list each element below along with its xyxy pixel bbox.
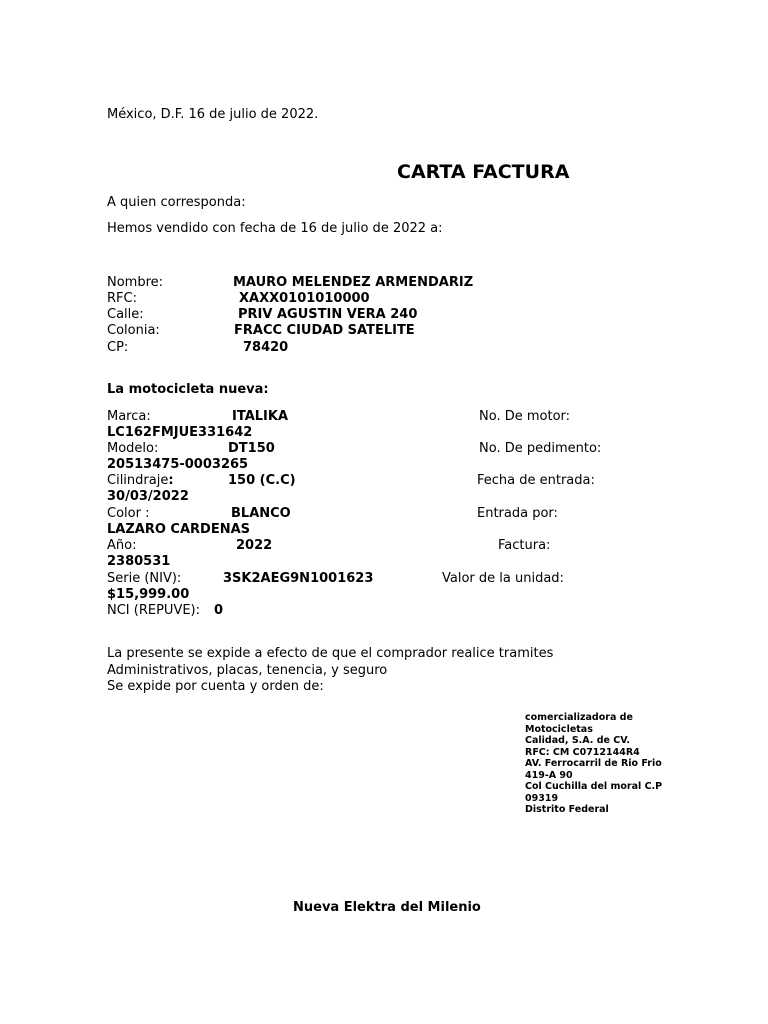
rfc-label: RFC: <box>107 291 137 306</box>
pedimento-label: No. De pedimento: <box>479 441 602 456</box>
anio-label: Año: <box>107 538 137 553</box>
color-label: Color : <box>107 506 150 521</box>
company-line: Calidad, S.A. de CV. <box>525 735 630 746</box>
colonia-label: Colonia: <box>107 323 160 338</box>
nci-value: 0 <box>214 603 224 618</box>
company-line: 419-A 90 <box>525 769 573 781</box>
motor-value: LC162FMJUE331642 <box>107 425 253 440</box>
calle-value: PRIV AGUSTIN VERA 240 <box>238 307 418 322</box>
modelo-value: DT150 <box>228 441 275 456</box>
calle-label: Calle: <box>107 307 144 322</box>
factura-label: Factura: <box>498 538 551 553</box>
motor-label: No. De motor: <box>479 409 571 424</box>
nci-label: NCI (REPUVE): <box>107 603 200 618</box>
salutation: A quien corresponda: <box>107 195 246 210</box>
valor-label: Valor de la unidad: <box>442 571 564 586</box>
anio-value: 2022 <box>236 538 273 553</box>
valor-value: $15,999.00 <box>107 587 190 602</box>
body-line-1: La presente se expide a efecto de que el comprador realice tramites <box>107 646 554 661</box>
serie-label: Serie (NIV): <box>107 571 182 586</box>
pedimento-value: 20513475-0003265 <box>107 457 249 472</box>
nombre-value: MAURO MELENDEZ ARMENDARIZ <box>233 275 474 290</box>
company-line: Motocicletas <box>525 723 593 735</box>
vehicle-heading: La motocicleta nueva: <box>107 382 269 397</box>
modelo-label: Modelo: <box>107 441 159 456</box>
cp-value: 78420 <box>243 340 289 355</box>
fecha-entrada-value: 30/03/2022 <box>107 489 189 504</box>
company-line: Col Cuchilla del moral C.P <box>525 781 663 792</box>
body-line-2: Administrativos, placas, tenencia, y seguro <box>107 663 388 678</box>
cp-label: CP: <box>107 340 129 355</box>
color-value: BLANCO <box>231 506 291 521</box>
entrada-por-label: Entrada por: <box>477 506 558 521</box>
entrada-por-value: LAZARO CARDENAS <box>107 522 251 537</box>
company-line: 09319 <box>525 792 559 804</box>
company-line: comercializadora de <box>525 712 633 723</box>
marca-label: Marca: <box>107 409 151 424</box>
place-date: México, D.F. 16 de julio de 2022. <box>107 107 319 122</box>
company-line: RFC: CM C0712144R4 <box>525 746 640 758</box>
document-title: CARTA FACTURA <box>397 161 570 183</box>
rfc-value: XAXX0101010000 <box>239 291 370 306</box>
company-block <box>525 712 665 816</box>
fecha-entrada-label: Fecha de entrada: <box>477 473 595 488</box>
factura-value: 2380531 <box>107 554 171 569</box>
company-line: Distrito Federal <box>525 804 609 815</box>
body-line-3: Se expide por cuenta y orden de: <box>107 679 324 694</box>
marca-value: ITALIKA <box>232 409 289 424</box>
colonia-value: FRACC CIUDAD SATELITE <box>234 323 415 338</box>
signature-company: Nueva Elektra del Milenio <box>293 900 481 915</box>
cilindraje-label: Cilindraje: <box>107 473 174 488</box>
nombre-label: Nombre: <box>107 275 164 290</box>
company-line: AV. Ferrocarril de Rio Frio <box>525 758 662 769</box>
serie-value: 3SK2AEG9N1001623 <box>223 571 374 586</box>
cilindraje-value: 150 (C.C) <box>228 473 296 488</box>
intro-text: Hemos vendido con fecha de 16 de julio de 2022 a: <box>107 221 443 236</box>
